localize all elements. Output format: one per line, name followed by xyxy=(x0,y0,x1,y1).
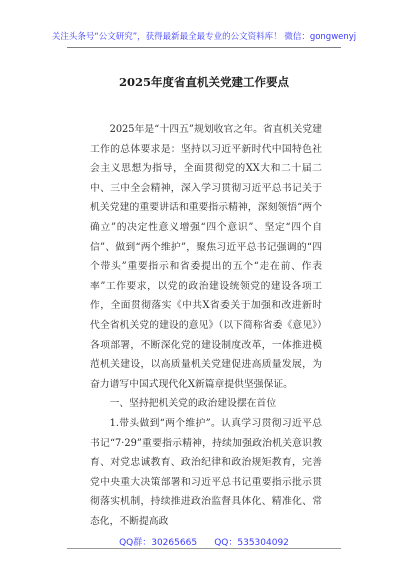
section-heading: 一、坚持把机关党的政治建设摆在首位 xyxy=(109,398,277,410)
document-body xyxy=(90,120,322,531)
header-banner: 关注头条号“公文研究”，获得最新最全最专业的公文资料库！ 微信：gongwenyj xyxy=(51,32,357,42)
subsection-paragraph: 1.带头做到“两个维护”。认真学习贯彻习近平总书记“7·29”重要指示精神，持续加强政治机关意识教育、对党忠诚教育、政治纪律和政治规矩教育，完善党中央重大决策部署和习近平总书记重要指示批示贯彻落实机制，持续推进政治监督具体化、精准化、常态化，不断提高政 xyxy=(90,417,322,527)
footer-contact: QQ群：30265665 QQ：535304092 xyxy=(119,538,289,548)
document-title: 2025年度省直机关党建工作要点 xyxy=(118,75,289,89)
footer-divider xyxy=(67,548,341,549)
header-divider xyxy=(67,47,341,48)
body-paragraph: 2025年是“十四五”规划收官之年。省直机关党建工作的总体要求是：坚持以习近平新时代中国特色社会主义思想为指导，全面贯彻党的XX大和二十届二中、三中全会精神，深入学习贯彻习近平总书记关于机关党建的重要讲话和重要指示精神，深刻领悟“两个确立”的决定性意义增强“四个意识”、坚定“四个自信”、做到“两个维护”，聚焦习近平总书记强调的“四个带头”重要指示和省委提出的五个“走在前、作表率”工作要求，以党的政治建设统领党的建设各项工作，全面贯彻落实《中共X省委关于加强和改进新时代全省机关党的建设的意见》（以下简称省委《意见》）各项部署，不断深化党的建设制度改革，一体推进模范机关建设，以高质量机关党建促进高质量发展，为奋力谱写中国式现代化X新篇章提供坚强保证。 xyxy=(90,124,322,390)
